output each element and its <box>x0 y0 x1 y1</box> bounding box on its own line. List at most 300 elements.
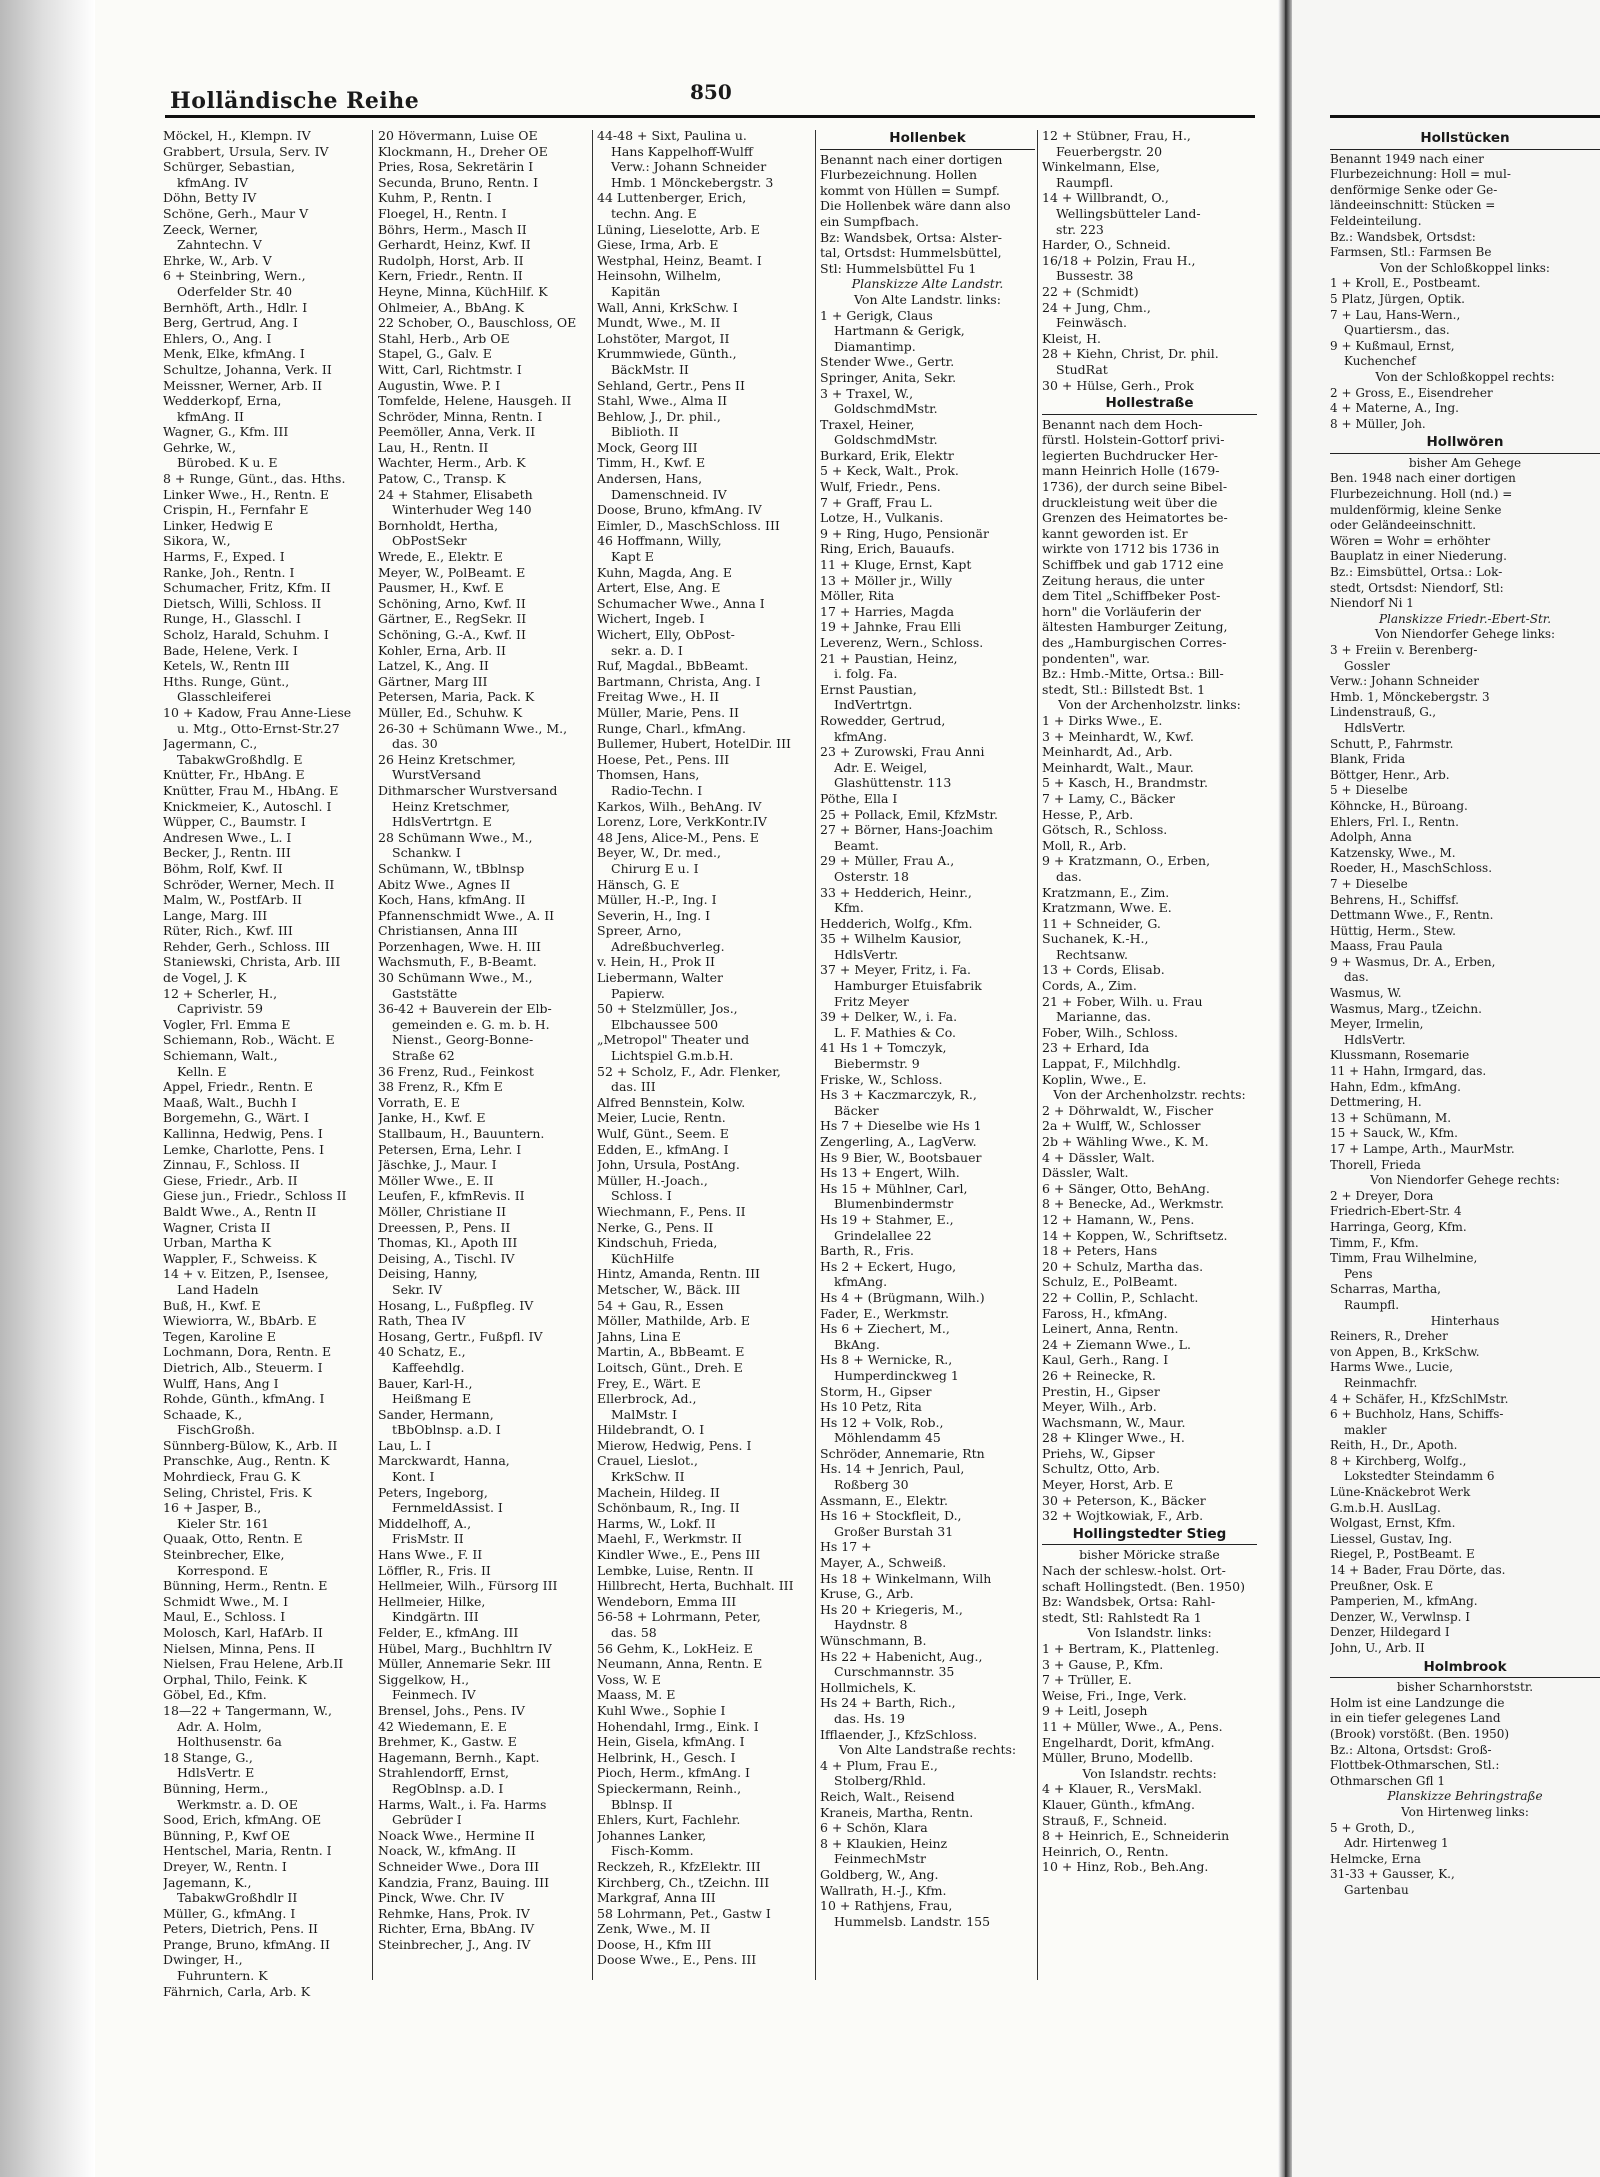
directory-entry-line: Ring, Erich, Bauaufs. <box>820 541 955 557</box>
directory-entry-line: Karkos, Wilh., BehAng. IV <box>597 798 762 814</box>
directory-entry-line: Frey, E., Wärt. E <box>597 1375 701 1391</box>
directory-entry-line: Dreyer, W., Rentn. I <box>163 1858 287 1874</box>
directory-entry-line: Müller, Annemarie Sekr. III <box>378 1656 551 1672</box>
directory-entry-line: schaft Hollingstedt. (Ben. 1950) <box>1042 1578 1245 1594</box>
directory-entry-line: Maass, M. E <box>597 1687 676 1703</box>
directory-entry-line: Gehrke, W., <box>163 439 236 455</box>
directory-entry-line: Bünning, Herm., <box>163 1780 269 1796</box>
directory-entry-line: Müller, H.-Joach., <box>597 1172 708 1188</box>
directory-entry-line: Petersen, Maria, Pack. K <box>378 689 535 705</box>
directory-entry-line: Werkmstr. a. D. OE <box>177 1796 298 1812</box>
directory-entry-line: Schönbaum, R., Ing. II <box>597 1500 740 1516</box>
directory-entry-line: 9 + Ring, Hugo, Pensionär <box>820 525 989 541</box>
directory-entry-line: Storm, H., Gipser <box>820 1383 932 1399</box>
directory-entry-line: Schumacher Wwe., Anna I <box>597 595 765 611</box>
directory-entry-line: Meyer, Irmelin, <box>1330 1017 1424 1032</box>
street-heading: Holmbrook <box>1330 1660 1600 1679</box>
directory-entry-line: Wasmus, W. <box>1330 986 1402 1001</box>
directory-entry-line: Machein, Hildeg. II <box>597 1484 720 1500</box>
directory-entry-line: Helbrink, H., Gesch. I <box>597 1749 736 1765</box>
facing-page-column <box>1330 128 1600 1899</box>
directory-entry-line: das. III <box>611 1079 656 1095</box>
directory-entry-line: Traxel, Heiner, <box>820 416 915 432</box>
directory-entry-line: Verw.: Johann Schneider <box>611 159 767 175</box>
directory-entry-line: Böhrs, Herm., Masch II <box>378 221 527 237</box>
directory-entry-line: Hs 18 + Winkelmann, Wilh <box>820 1570 992 1586</box>
directory-entry-line: kommt von Hüllen = Sumpf. <box>820 182 1000 198</box>
directory-entry-line: 5 + Groth, D., <box>1330 1820 1415 1835</box>
directory-entry-line: Abitz Wwe., Agnes II <box>378 876 511 892</box>
directory-entry-line: Raumpfl. <box>1056 174 1114 190</box>
directory-entry-line: Hmb. 1, Mönckebergstr. 3 <box>1330 689 1490 704</box>
directory-entry-line: 13 + Schümann, M. <box>1330 1110 1452 1125</box>
former-name-line: bisher Scharnhorststr. <box>1396 1680 1534 1695</box>
directory-entry-line: Ernst Paustian, <box>820 681 917 697</box>
directory-entry-line: Fritz Meyer <box>834 993 909 1009</box>
directory-entry-line: 8 + Runge, Günt., das. Hths. <box>163 471 346 487</box>
directory-entry-line: MalMstr. I <box>611 1406 677 1422</box>
directory-entry-line: Wichert, Elly, ObPost- <box>597 627 735 642</box>
directory-entry-line: 24 + Jung, Chm., <box>1042 299 1151 315</box>
directory-entry-line: Kaffeehdlg. <box>392 1359 465 1375</box>
directory-entry-line: Augustin, Wwe. P. I <box>378 377 501 393</box>
directory-entry-line: StudRat <box>1056 361 1108 377</box>
directory-entry-line: Schmidt Wwe., M. I <box>163 1593 289 1609</box>
directory-column-5 <box>1042 128 1257 1875</box>
directory-entry-line: 39 + Delker, W., i. Fa. <box>820 1009 958 1025</box>
directory-entry-line: Lemke, Charlotte, Pens. I <box>163 1141 325 1157</box>
directory-entry-line: Eimler, D., MaschSchloss. III <box>597 517 780 533</box>
directory-entry-line: Maul, E., Schloss. I <box>163 1609 286 1625</box>
direction-subheading: Von Niendorfer Gehege rechts: <box>1370 1173 1560 1188</box>
directory-entry-line: Dässler, Walt. <box>1042 1165 1129 1181</box>
directory-entry-line: Kuchenchef <box>1344 354 1416 369</box>
directory-entry-line: Wören = Wohr = erhöhter <box>1330 533 1491 548</box>
directory-entry-line: 5 + Kasch, H., Brandmstr. <box>1042 775 1208 791</box>
directory-entry-line: Biblioth. II <box>611 424 679 440</box>
directory-entry-line: Glasschleiferei <box>177 689 272 705</box>
directory-entry-line: Hans Kappelhoff-Wulff <box>611 143 753 159</box>
directory-entry-line: Moll, R., Arb. <box>1042 837 1127 853</box>
directory-entry-line: Wedderkopf, Erna, <box>163 393 282 409</box>
directory-entry-line: Papierw. <box>611 985 665 1001</box>
directory-entry-line: Ehlers, O., Ang. I <box>163 330 272 346</box>
directory-entry-line: Springer, Anita, Sekr. <box>820 369 957 385</box>
directory-entry-line: Helmcke, Erna <box>1330 1851 1421 1866</box>
directory-entry-line: Wachsmann, W., Maur. <box>1042 1414 1186 1430</box>
directory-entry-line: 13 + Möller jr., Willy <box>820 572 953 588</box>
directory-entry-line: Runge, H., Glasschl. I <box>163 611 301 627</box>
directory-entry-line: Ruf, Magdal., BbBeamt. <box>597 658 749 674</box>
directory-entry-line: 44-48 + Sixt, Paulina u. <box>597 128 747 143</box>
directory-entry-line: Schloss. I <box>611 1188 672 1204</box>
directory-entry-line: Hs 17 + <box>820 1539 872 1555</box>
directory-entry-line: de Vogel, J. K <box>163 970 247 986</box>
directory-entry-line: Kapitän <box>611 283 661 299</box>
directory-entry-line: kfmAng. IV <box>177 174 249 190</box>
directory-entry-line: Pöthe, Ella I <box>820 790 898 806</box>
directory-entry-line: v. Hein, H., Prok II <box>597 954 715 970</box>
directory-entry-line: Wulff, Hans, Ang I <box>163 1375 279 1391</box>
directory-entry-line: Stahl, Herb., Arb OE <box>378 330 510 346</box>
directory-entry-line: Beamt. <box>834 837 879 853</box>
direction-subheading: Von der Schloßkoppel links: <box>1380 260 1550 275</box>
book-gutter <box>1278 0 1292 2177</box>
directory-entry-line: Wasmus, Marg., tZeichn. <box>1330 1001 1482 1016</box>
directory-entry-line: Nielsen, Minna, Pens. II <box>163 1640 315 1656</box>
directory-entry-line: Reinmachfr. <box>1344 1375 1418 1390</box>
direction-subheading: Von der Schloßkoppel rechts: <box>1375 369 1555 384</box>
directory-entry-line: Humperdinckweg 1 <box>834 1367 959 1383</box>
directory-entry-line: Stapel, G., Galv. E <box>378 346 492 362</box>
directory-entry-line: Lappat, F., Milchhdlg. <box>1042 1056 1181 1072</box>
facing-header-rule <box>1330 115 1600 118</box>
directory-entry-line: Felder, E., kfmAng. III <box>378 1625 519 1640</box>
directory-entry-line: 7 + Lau, Hans-Wern., <box>1330 307 1461 322</box>
directory-entry-line: Jagemann, K., <box>163 1874 252 1890</box>
directory-entry-line: Baldt Wwe., A., Rentn II <box>163 1203 317 1219</box>
directory-entry-line: Zinnau, F., Schloss. II <box>163 1157 300 1173</box>
directory-entry-line: GoldschmdMstr. <box>834 401 938 417</box>
directory-entry-line: Möckel, H., Klempn. IV <box>163 128 311 143</box>
directory-entry-line: Benannt nach dem Hoch- <box>1042 416 1203 432</box>
directory-entry-line: Lembke, Luise, Rentn. II <box>597 1562 754 1578</box>
directory-entry-line: Hs 6 + Ziechert, M., <box>820 1321 950 1337</box>
directory-entry-line: Lau, L. I <box>378 1437 431 1453</box>
directory-entry-line: 58 Lohrmann, Pet., Gastw I <box>597 1905 771 1921</box>
directory-entry-line: Knickmeier, K., Autoschl. I <box>163 798 332 814</box>
directory-entry-line: 22 + (Schmidt) <box>1042 283 1139 299</box>
directory-entry-line: Dreessen, P., Pens. II <box>378 1219 511 1235</box>
street-heading: Hollwören <box>1330 435 1600 454</box>
directory-entry-line: pondenten", war. <box>1042 650 1150 666</box>
directory-entry-line: Rehmke, Hans, Prok. IV <box>378 1905 530 1921</box>
directory-entry-line: Sekr. IV <box>392 1281 443 1297</box>
directory-entry-line: Verw.: Johann Schneider <box>1330 674 1479 689</box>
directory-entry-line: Glashüttenstr. 113 <box>834 775 952 791</box>
directory-entry-line: Edden, E., kfmAng. I <box>597 1141 729 1157</box>
directory-entry-line: Göbel, Ed., Kfm. <box>163 1687 267 1703</box>
directory-entry-line: Appel, Friedr., Rentn. E <box>163 1079 313 1095</box>
directory-entry-line: Kapt E <box>611 549 654 565</box>
directory-entry-line: Deising, A., Tischl. IV <box>378 1250 515 1266</box>
directory-entry-line: Burkard, Erik, Elektr <box>820 447 954 463</box>
directory-entry-line: Katzensky, Wwe., M. <box>1330 845 1456 860</box>
directory-entry-line: techn. Ang. E <box>611 205 697 221</box>
directory-entry-line: Sünnberg-Bülow, K., Arb. II <box>163 1437 338 1453</box>
directory-entry-line: Bartmann, Christa, Ang. I <box>597 673 761 689</box>
directory-entry-line: Bz.: Altona, Ortsdst: Groß- <box>1330 1742 1492 1757</box>
directory-entry-line: 28 Schümann Wwe., M., <box>378 829 533 845</box>
directory-entry-line: John, U., Arb. II <box>1330 1641 1425 1655</box>
street-heading: Hollestraße <box>1042 396 1257 415</box>
directory-entry-line: Bünning, P., Kwf OE <box>163 1827 291 1843</box>
directory-entry-line: Wüpper, C., Baumstr. I <box>163 814 306 830</box>
direction-subheading: Von Alte Landstr. links: <box>854 291 1001 307</box>
directory-entry-line: Metscher, W., Bäck. III <box>597 1281 741 1297</box>
directory-entry-line: Holthusenstr. 6a <box>177 1734 282 1750</box>
directory-entry-line: Gärtner, Marg III <box>378 673 488 689</box>
directory-entry-line: Hosang, Gertr., Fußpfl. IV <box>378 1328 543 1344</box>
directory-entry-line: Benannt 1949 nach einer <box>1330 151 1484 166</box>
directory-entry-line: 7 + Graff, Frau L. <box>820 494 933 510</box>
directory-entry-line: Wrede, E., Elektr. E <box>378 549 503 565</box>
directory-entry-line: Buß, H., Kwf. E <box>163 1297 261 1313</box>
directory-entry-line: Pries, Rosa, Sekretärin I <box>378 159 534 175</box>
directory-entry-line: Preußner, Osk. E <box>1330 1578 1434 1593</box>
directory-entry-line: Friske, W., Schloss. <box>820 1071 943 1087</box>
directory-entry-line: Malm, W., PostfArb. II <box>163 892 302 908</box>
directory-entry-line: BäckMstr. II <box>611 361 689 377</box>
directory-entry-line: Floegel, H., Rentn. I <box>378 205 507 221</box>
directory-entry-line: Sehland, Gertr., Pens II <box>597 377 745 393</box>
directory-entry-line: Osterstr. 18 <box>834 868 909 884</box>
directory-entry-line: Lindenstrauß, G., <box>1330 705 1437 720</box>
directory-column-2 <box>378 128 590 1952</box>
directory-entry-line: Roßberg 30 <box>834 1477 909 1493</box>
directory-entry-line: Linker, Hedwig E <box>163 517 273 533</box>
directory-entry-line: kfmAng. <box>834 728 888 744</box>
directory-entry-line: Hildebrandt, O. I <box>597 1422 705 1438</box>
directory-entry-line: Ellerbrock, Ad., <box>597 1391 697 1407</box>
directory-entry-line: Gerhardt, Heinz, Kwf. II <box>378 237 531 253</box>
directory-entry-line: Hollmichels, K. <box>820 1679 917 1695</box>
directory-entry-line: Pranschke, Aug., Rentn. K <box>163 1453 330 1469</box>
directory-entry-line: Ifflaender, J., KfzSchloss. <box>820 1726 978 1742</box>
directory-entry-line: Wulf, Friedr., Pens. <box>820 479 941 495</box>
directory-entry-line: Kuhl Wwe., Sophie I <box>597 1702 726 1718</box>
street-heading: Hollingstedter Stieg <box>1042 1527 1257 1546</box>
directory-entry-line: 40 Schatz, E., <box>378 1344 466 1360</box>
directory-entry-line: Grenzen des Heimatortes be- <box>1042 510 1228 526</box>
directory-entry-line: 26 Heinz Kretschmer, <box>378 751 516 767</box>
directory-entry-line: Lohstöter, Margot, II <box>597 330 730 346</box>
directory-entry-line: Sander, Hermann, <box>378 1406 494 1422</box>
direction-subheading: Von der Archenholzstr. links: <box>1058 697 1241 713</box>
directory-entry-line: KüchHilfe <box>611 1250 675 1266</box>
directory-entry-line: 24 + Ziemann Wwe., L. <box>1042 1336 1191 1352</box>
directory-entry-line: Kern, Friedr., Rentn. II <box>378 268 523 284</box>
directory-entry-line: Timm, H., Kwf. E <box>597 455 706 471</box>
directory-entry-line: 48 Jens, Alice-M., Pens. E <box>597 829 759 845</box>
directory-entry-line: Hamburger Etuisfabrik <box>834 978 982 994</box>
directory-entry-line: Krummwiede, Günth., <box>597 346 737 362</box>
directory-entry-line: Hs 19 + Stahmer, E., <box>820 1211 954 1227</box>
directory-entry-line: i. folg. Fa. <box>834 666 898 682</box>
directory-entry-line: Schiemann, Rob., Wächt. E <box>163 1032 335 1048</box>
directory-entry-line: Möller, Mathilde, Arb. E <box>597 1313 751 1329</box>
directory-entry-line: Schiemann, Walt., <box>163 1048 278 1064</box>
directory-entry-line: HdlsVertr. E <box>177 1765 255 1781</box>
directory-entry-line: Pamperien, M., kfmAng. <box>1330 1594 1478 1609</box>
directory-entry-line: Doose Wwe., E., Pens. III <box>597 1952 757 1968</box>
directory-entry-line: Zahntechn. V <box>177 237 262 253</box>
directory-entry-line: Dwinger, H., <box>163 1952 243 1968</box>
directory-entry-line: Mierow, Hedwig, Pens. I <box>597 1437 752 1453</box>
directory-entry-line: Bz.: Eimsbüttel, Ortsa.: Lok- <box>1330 565 1503 580</box>
directory-entry-line: Timm, Frau Wilhelmine, <box>1330 1251 1478 1266</box>
directory-entry-line: Mundt, Wwe., M. II <box>597 315 721 331</box>
directory-entry-line: Gartenbau <box>1344 1882 1409 1897</box>
direction-subheading: Von Niendorfer Gehege links: <box>1374 627 1556 642</box>
directory-entry-line: Lokstedter Steindamm 6 <box>1344 1469 1495 1484</box>
directory-entry-line: in ein tiefer gelegenes Land <box>1330 1711 1501 1726</box>
directory-entry-line: Andersen, Hans, <box>597 471 703 487</box>
directory-entry-line: Middelhoff, A., <box>378 1515 472 1531</box>
directory-entry-line: 16 + Jasper, B., <box>163 1500 262 1516</box>
directory-entry-line: Hs 10 Petz, Rita <box>820 1399 922 1415</box>
directory-entry-line: Flurbezeichnung. Hollen <box>820 167 978 183</box>
directory-entry-line: Lorenz, Lore, VerkKontr.IV <box>597 814 767 830</box>
directory-entry-line: Kratzmann, E., Zim. <box>1042 884 1170 900</box>
directory-entry-line: Mock, Georg III <box>597 439 698 455</box>
directory-entry-line: Wulf, Günt., Seem. E <box>597 1126 729 1141</box>
directory-entry-line: Prestin, H., Gipser <box>1042 1383 1160 1399</box>
directory-entry-line: kfmAng. II <box>177 408 244 424</box>
directory-entry-line: Stolberg/Rhld. <box>834 1773 927 1789</box>
directory-entry-line: Hs 3 + Kaczmarczyk, R., <box>820 1087 977 1103</box>
directory-entry-line: 1736), der durch seine Bibel- <box>1042 479 1228 495</box>
directory-entry-line: Bz: Wandsbek, Ortsa: Rahl- <box>1042 1594 1216 1610</box>
directory-entry-line: Möller Wwe., E. II <box>378 1172 494 1188</box>
directory-entry-line: Die Hollenbek wäre dann also <box>820 198 1011 214</box>
directory-entry-line: Adr. Hirtenweg 1 <box>1344 1836 1449 1851</box>
directory-entry-line: fürstl. Holstein-Gottorf privi- <box>1042 432 1225 448</box>
direction-subheading: Von Islandstr. rechts: <box>1082 1765 1217 1781</box>
directory-entry-line: Korrespond. E <box>177 1562 268 1578</box>
directory-entry-line: das. 58 <box>611 1625 657 1640</box>
directory-entry-line: Kruse, G., Arb. <box>820 1586 914 1602</box>
directory-entry-line: Rehder, Gerh., Schloss. III <box>163 938 330 954</box>
directory-entry-line: des „Hamburgischen Corres- <box>1042 635 1227 650</box>
directory-entry-line: Klussmann, Rosemarie <box>1330 1048 1470 1063</box>
directory-entry-line: Böttger, Henr., Arb. <box>1330 767 1450 782</box>
directory-entry-line: Gebrüder I <box>392 1812 462 1828</box>
directory-entry-line: Runge, Charl., kfmAng. <box>597 720 746 736</box>
directory-entry-line: Dietsch, Willi, Schloss. II <box>163 595 322 611</box>
directory-entry-line: John, Ursula, PostAng. <box>597 1157 740 1173</box>
directory-entry-line: Nach der schlesw.-holst. Ort- <box>1042 1563 1226 1579</box>
directory-entry-line: Wiewiorra, W., BbArb. E <box>163 1313 317 1329</box>
directory-entry-line: Oderfelder Str. 40 <box>177 283 293 299</box>
directory-entry-line: Curschmannstr. 35 <box>834 1664 955 1680</box>
directory-entry-line: Alfred Bennstein, Kolw. <box>597 1094 746 1110</box>
directory-entry-line: Fuhruntern. K <box>177 1968 268 1984</box>
directory-entry-line: Borgemehn, G., Wärt. I <box>163 1110 309 1126</box>
directory-entry-line: ObPostSekr <box>392 533 467 549</box>
directory-entry-line: TabakwGroßhdlr II <box>177 1890 298 1906</box>
directory-entry-line: Hs 12 + Volk, Rob., <box>820 1414 944 1430</box>
directory-entry-line: Schröder, Annemarie, Rtn <box>820 1445 985 1461</box>
directory-entry-line: Friedrich-Ebert-Str. 4 <box>1330 1204 1462 1219</box>
directory-entry-line: 14 + Bader, Frau Dörte, das. <box>1330 1563 1506 1578</box>
directory-entry-line: Martin, A., BbBeamt. E <box>597 1344 745 1360</box>
directory-entry-line: Haydnstr. 8 <box>834 1617 908 1633</box>
direction-subheading: Von der Archenholzstr. rechts: <box>1053 1087 1246 1103</box>
directory-entry-line: Adolph, Anna <box>1330 830 1412 845</box>
directory-entry-line: Leinert, Anna, Rentn. <box>1042 1321 1179 1337</box>
directory-entry-line: Caprivistr. 59 <box>177 1001 263 1017</box>
directory-entry-line: Spreer, Arno, <box>597 923 682 939</box>
directory-entry-line: Hs 20 + Kriegeris, M., <box>820 1601 963 1617</box>
directory-entry-line: Harms Wwe., Lucie, <box>1330 1360 1454 1375</box>
directory-entry-line: Hüttig, Herm., Stew. <box>1330 923 1456 938</box>
directory-entry-line: Schöne, Gerh., Maur V <box>163 205 309 221</box>
directory-entry-line: Jagermann, C., <box>163 736 258 752</box>
directory-entry-line: Hans Wwe., F. II <box>378 1547 483 1563</box>
directory-entry-line: Radio-Techn. I <box>611 782 703 798</box>
directory-entry-line: 9 + Kratzmann, O., Erben, <box>1042 853 1211 869</box>
directory-entry-line: Reckzeh, R., KfzElektr. III <box>597 1858 761 1874</box>
directory-entry-line: Kohler, Erna, Arb. II <box>378 642 506 658</box>
directory-entry-line: 3 + Gause, P., Kfm. <box>1042 1656 1164 1672</box>
directory-entry-line: Lichtspiel G.m.b.H. <box>611 1048 734 1064</box>
directory-entry-line: Giese, Friedr., Arb. II <box>163 1172 298 1188</box>
directory-entry-line: Biebermstr. 9 <box>834 1056 920 1072</box>
directory-entry-line: 1 + Kroll, E., Postbeamt. <box>1330 276 1481 291</box>
directory-entry-line: 37 + Meyer, Fritz, i. Fa. <box>820 962 971 978</box>
directory-entry-line: makler <box>1344 1422 1387 1437</box>
directory-entry-line: Spieckermann, Reinh., <box>597 1780 742 1796</box>
directory-entry-line: 1 + Gerigk, Claus <box>820 307 933 323</box>
directory-entry-line: Thomas, Kl., Apoth III <box>378 1235 518 1251</box>
directory-entry-line: Thorell, Frieda <box>1330 1157 1421 1172</box>
directory-entry-line: Behlow, J., Dr. phil., <box>597 408 721 424</box>
directory-entry-line: Lau, H., Rentn. II <box>378 439 489 455</box>
directory-entry-line: RegOblnsp. a.D. I <box>392 1780 504 1796</box>
directory-entry-line: IndVertrtgn. <box>834 697 913 713</box>
directory-entry-line: 27 + Börner, Hans-Joachim <box>820 822 993 838</box>
directory-entry-line: 28 + Klinger Wwe., H. <box>1042 1430 1185 1446</box>
directory-entry-line: Harringa, Georg, Kfm. <box>1330 1219 1467 1234</box>
directory-entry-line: Staniewski, Christa, Arb. III <box>163 954 341 970</box>
directory-entry-line: Marckwardt, Hanna, <box>378 1453 510 1469</box>
sketch-note: Planskizze Friedr.-Ebert-Str. <box>1378 611 1552 626</box>
directory-entry-line: 54 + Gau, R., Essen <box>597 1297 724 1313</box>
directory-entry-line: Hoese, Pet., Pens. III <box>597 751 730 767</box>
directory-entry-line: 12 + Stübner, Frau, H., <box>1042 128 1191 143</box>
directory-entry-line: Zeitung heraus, die unter <box>1042 572 1205 588</box>
directory-entry-line: Elbchaussee 500 <box>611 1016 719 1032</box>
directory-entry-line: Markgraf, Anna III <box>597 1890 716 1906</box>
directory-entry-line: 8 + Kirchberg, Wolfg., <box>1330 1453 1467 1468</box>
directory-entry-line: von Appen, B., KrkSchw. <box>1330 1344 1480 1359</box>
directory-entry-line: Maass, Frau Paula <box>1330 939 1443 954</box>
directory-entry-line: Noack, W., kfmAng. II <box>378 1843 516 1859</box>
directory-entry-line: 7 + Trüller, E. <box>1042 1672 1132 1688</box>
directory-entry-line: Schneider Wwe., Dora III <box>378 1858 540 1874</box>
directory-entry-line: Rohde, Günth., kfmAng. I <box>163 1391 325 1407</box>
directory-entry-line: Grindelallee 22 <box>834 1227 932 1243</box>
directory-entry-line: 9 + Kußmaul, Ernst, <box>1330 338 1455 353</box>
directory-entry-line: Knütter, Fr., HbAng. E <box>163 767 305 783</box>
directory-entry-line: Nienst., Georg-Bonne- <box>392 1032 534 1048</box>
directory-entry-line: das. 30 <box>392 736 438 752</box>
directory-entry-line: Meier, Lucie, Rentn. <box>597 1110 726 1126</box>
directory-entry-line: 19 + Jahnke, Frau Elli <box>820 619 962 635</box>
directory-entry-line: Kont. I <box>392 1469 435 1485</box>
directory-entry-line: Prange, Bruno, kfmAng. II <box>163 1936 330 1952</box>
directory-entry-line: Meinhardt, Ad., Arb. <box>1042 744 1173 760</box>
directory-entry-line: Hintz, Amanda, Rentn. III <box>597 1266 760 1282</box>
directory-entry-line: Lüne-Knäckebrot Werk <box>1330 1485 1471 1500</box>
directory-entry-line: Peemöller, Anna, Verk. II <box>378 424 536 440</box>
directory-entry-line: muldenförmig, kleine Senke <box>1330 502 1502 517</box>
directory-entry-line: Hs 4 + (Brügmann, Wilh.) <box>820 1289 985 1305</box>
directory-entry-line: 6 + Steinbring, Wern., <box>163 268 306 284</box>
directory-entry-line: das. Hs. 19 <box>834 1710 905 1726</box>
directory-entry-line: 7 + Dieselbe <box>1330 876 1408 891</box>
